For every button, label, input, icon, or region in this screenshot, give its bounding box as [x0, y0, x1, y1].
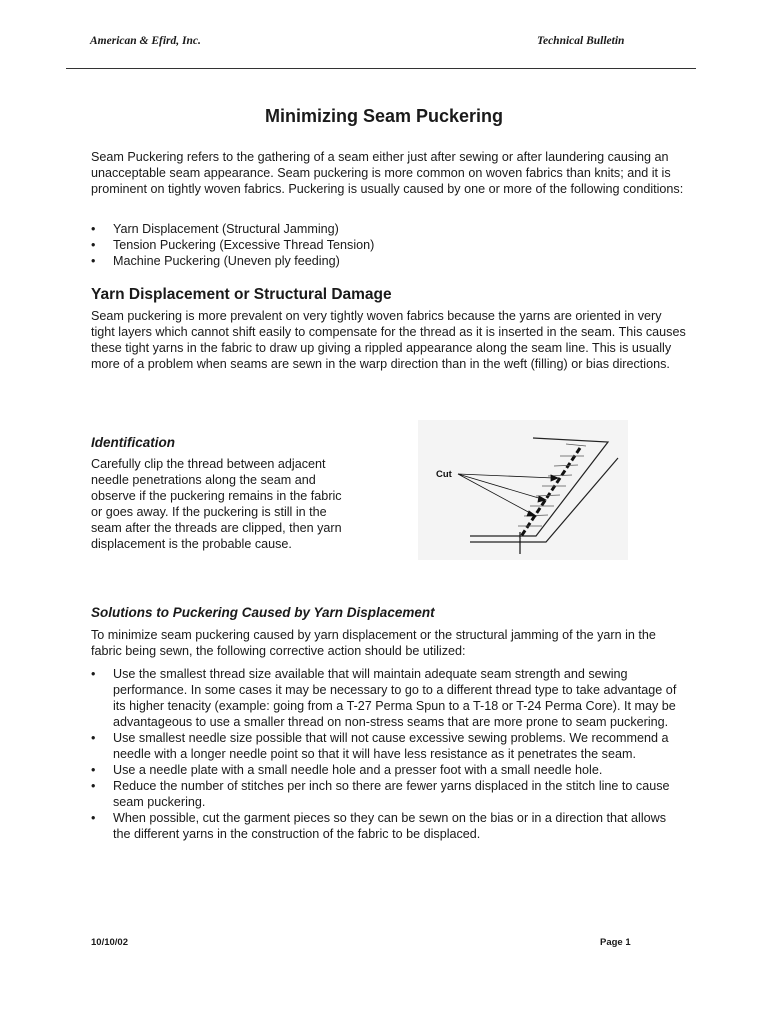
- section-heading-yarn-displacement: Yarn Displacement or Structural Damage: [91, 286, 392, 303]
- cut-label: Cut: [436, 469, 452, 480]
- list-item: • Use smallest needle size possible that will not cause excessive sewing problems. We recommend a needle with a longer needle point so that it will have less resistance as it penetrates the seam.: [91, 730, 687, 762]
- header-rule: [66, 68, 696, 69]
- footer-date: 10/10/02: [91, 937, 128, 948]
- solutions-intro: To minimize seam puckering caused by yarn displacement or the structural jamming of the yarn in the fabric being sewn, the following corrective action should be utilized:: [91, 628, 656, 658]
- list-item: • Machine Puckering (Uneven ply feeding): [91, 253, 687, 269]
- header-doc-type: Technical Bulletin: [537, 35, 625, 47]
- yarn-displacement-paragraph: Seam puckering is more prevalent on very tightly woven fabrics because the yarns are oriented in very tight layers which cannot shift easily to compensate for the thread as it is inserted in the seam. This causes these tight yarns in the fabric to draw up giving a rippled appearance along the seam line. This is usually more of a problem when seams are sewn in the warp direction than in the weft (filling) or bias directions.: [91, 309, 686, 371]
- list-item: • Yarn Displacement (Structural Jamming): [91, 221, 687, 237]
- list-item: • Reduce the number of stitches per inch so there are fewer yarns displaced in the stitch line to cause seam puckering.: [91, 778, 687, 810]
- identification-paragraph: Carefully clip the thread between adjacent needle penetrations along the seam and observe if the puckering remains in the fabric or goes away. If the puckering is still in the seam after the threads are clipped, then yarn displacement is the probable cause.: [91, 457, 342, 551]
- footer-page-number: Page 1: [600, 937, 631, 948]
- header-company: American & Efird, Inc.: [90, 35, 201, 47]
- list-item: • When possible, cut the garment pieces so they can be sewn on the bias or in a direction that allows the different yarns in the construction of the fabric to be displaced.: [91, 810, 687, 842]
- conditions-list: [91, 221, 687, 269]
- list-item: • Use a needle plate with a small needle hole and a presser foot with a small needle hole.: [91, 762, 687, 778]
- intro-paragraph: Seam Puckering refers to the gathering of a seam either just after sewing or after laundering causing an unacceptable seam appearance. Seam puckering is more common on woven fabrics than knits; and it is prominent on tightly woven fabrics. Puckering is usually caused by one or more of the following conditions:: [91, 150, 684, 196]
- identification-heading: Identification: [91, 435, 175, 450]
- page-title: Minimizing Seam Puckering: [264, 106, 504, 126]
- list-item: • Tension Puckering (Excessive Thread Tension): [91, 237, 687, 253]
- list-item: • Use the smallest thread size available that will maintain adequate seam strength and sewing performance. In some cases it may be necessary to go to a different thread type to take advantage of its higher tenacity (example: going from a T-27 Perma Spun to a T-18 or T-24 Perma Core). It may be advantageous to use a smaller thread on non-stress seams that are more prone to seam puckering.: [91, 666, 687, 730]
- solutions-list: [91, 666, 687, 842]
- solutions-heading: Solutions to Puckering Caused by Yarn Displacement: [91, 605, 435, 620]
- seam-cut-diagram: [418, 420, 628, 560]
